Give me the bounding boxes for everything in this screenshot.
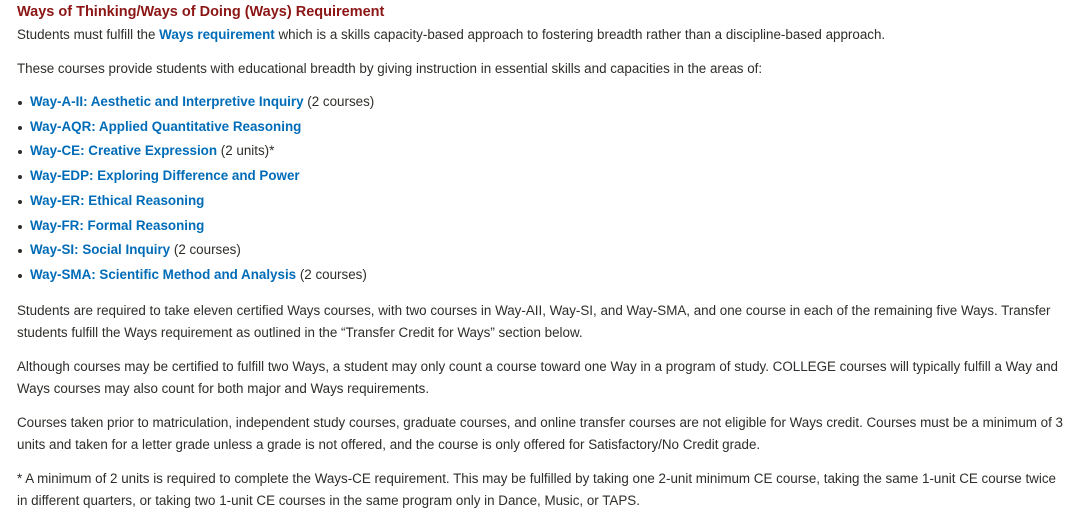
list-item — [17, 115, 1070, 140]
ways-requirement-link[interactable]: Ways requirement — [159, 27, 275, 42]
intro-text-after: which is a skills capacity-based approach to fostering breadth rather than a discipline-based approach. — [274, 27, 886, 42]
intro-text-before: Students must fulfill the — [17, 27, 160, 42]
section-heading: Ways of Thinking/Ways of Doing (Ways) Requirement — [17, 4, 385, 20]
ways-list — [17, 90, 1070, 288]
list-item — [17, 189, 1070, 214]
way-note: (2 courses) — [296, 266, 367, 282]
areas-intro-paragraph: These courses provide students with educational breadth by giving instruction in essential skills and capacities in the areas of: — [17, 61, 763, 76]
way-link-edp[interactable]: Way-EDP: Exploring Difference and Power — [30, 168, 300, 184]
way-note: (2 courses) — [303, 94, 375, 109]
way-link-a-ii[interactable]: Way-A-II: Aesthetic and Interpretive Inquiry — [30, 94, 304, 109]
list-item — [17, 214, 1070, 239]
way-link-fr[interactable]: Way-FR: Formal Reasoning — [30, 217, 205, 233]
list-item — [17, 139, 1070, 164]
eligibility-paragraph: Courses taken prior to matriculation, independent study courses, graduate courses, and online transfer courses are not eligible for Ways credit. Courses must be a minimum of 3 units and taken for a letter grade unless a grade is not offered, and the course is only offered for Satisfactory/No Credit grade. — [17, 414, 1063, 452]
double-certification-paragraph: Although courses may be certified to fulfill two Ways, a student may only count a course toward one Way in a program of study. COLLEGE courses will typically fulfill a Way and Ways courses may also count for both major and Ways requirements. — [17, 358, 1058, 396]
way-link-sma[interactable]: Way-SMA: Scientific Method and Analysis — [30, 266, 297, 282]
list-item — [17, 238, 1070, 263]
list-item — [17, 90, 1070, 115]
ce-footnote-paragraph: * A minimum of 2 units is required to complete the Ways-CE requirement. This may be fulfilled by taking one 2-unit minimum CE course, taking the same 1-unit CE course twice in different quarters, or taking two 1-unit CE courses in the same program only in Dance, Music, or TAPS. — [17, 470, 1056, 508]
way-note: (2 units)* — [217, 143, 275, 159]
way-link-aqr[interactable]: Way-AQR: Applied Quantitative Reasoning — [30, 118, 302, 134]
way-link-si[interactable]: Way-SI: Social Inquiry — [30, 242, 171, 258]
list-item — [17, 263, 1070, 288]
way-link-er[interactable]: Way-ER: Ethical Reasoning — [30, 192, 205, 208]
intro-paragraph — [17, 24, 1070, 46]
list-item — [17, 164, 1070, 189]
eleven-courses-paragraph: Students are required to take eleven certified Ways courses, with two courses in Way-AII, Way-SI, and Way-SMA, and one course in each of the remaining five Ways. Transfer students fulfill the Ways requirement as outlined in the “Transfer Credit for Ways” section below. — [17, 302, 1051, 340]
way-link-ce[interactable]: Way-CE: Creative Expression — [30, 143, 218, 159]
way-note: (2 courses) — [170, 242, 241, 258]
